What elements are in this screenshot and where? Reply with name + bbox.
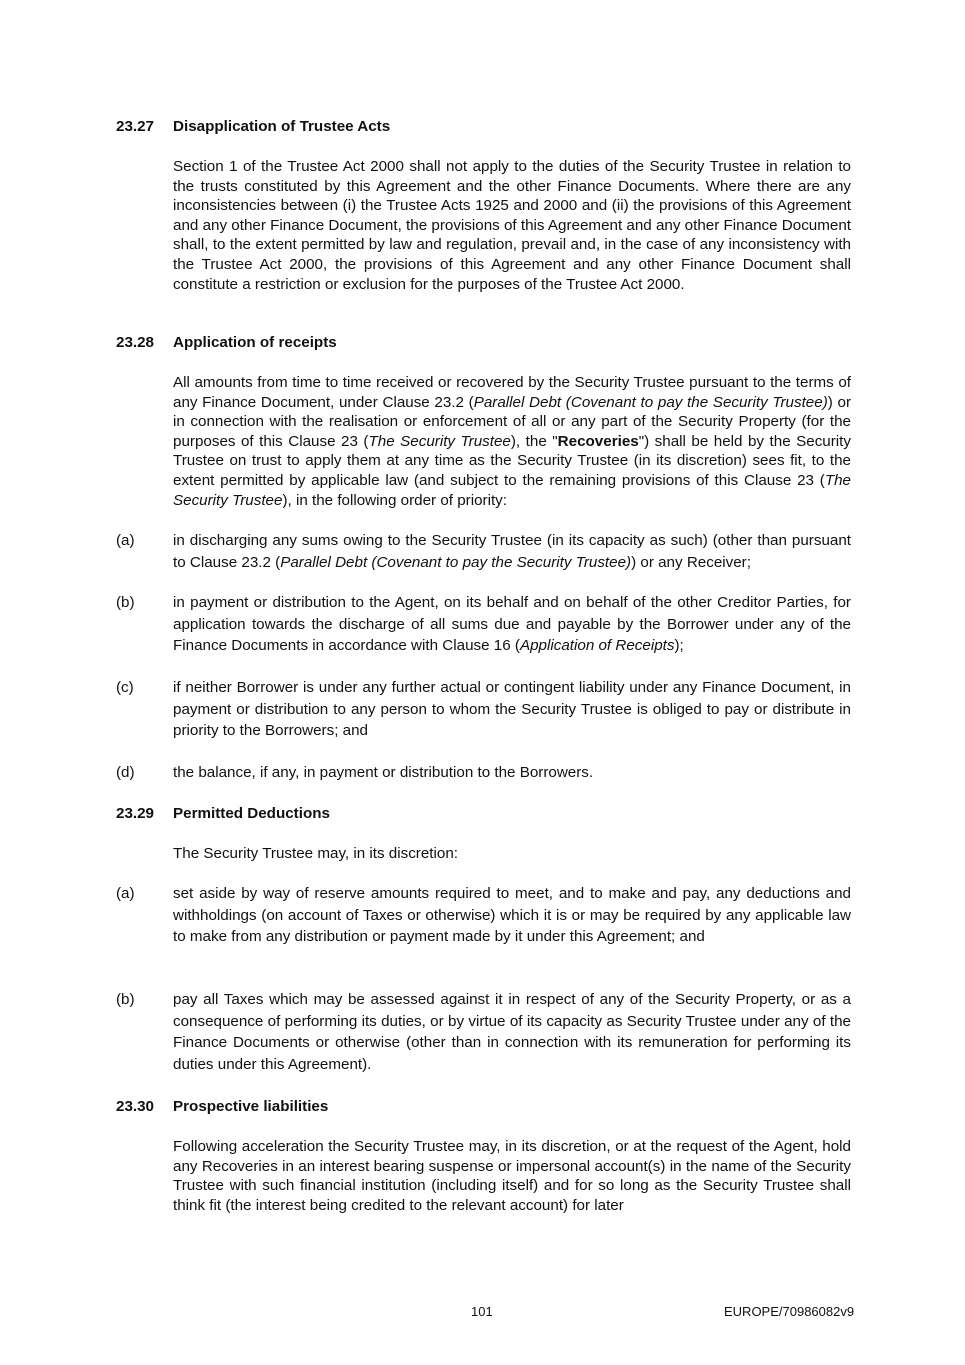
section-heading-23-27 (116, 117, 390, 137)
list-item-label: (b) (116, 594, 135, 611)
section-title: Prospective liabilities (173, 1098, 329, 1115)
list-item-text: if neither Borrower is under any further actual or contingent liability under any Finance Document, in payment or distribution to any person to whom the Security Trustee is obliged to pay or distribute in priority to the Borrowers; and (173, 679, 851, 740)
section-body-23-28: All amounts from time to time received or recovered by the Security Trustee pursuant to the terms of any Finance Document, under Clause 23.2 (Parallel Debt (Covenant to pay the Security Trustee)) or in connection with the realisation or enforcement of all or any part of the Security Property (for the purposes of this Clause 23 (The Security Trustee), the "Recoveries") shall be held by the Security Trustee on trust to apply them at any time as the Security Trustee (in its discretion) sees fit, to the extent permitted by applicable law (and subject to the remaining provisions of this Clause 23 (The Security Trustee), in the following order of priority: (173, 374, 851, 509)
section-number: 23.30 (116, 1098, 155, 1115)
section-intro-23-29: The Security Trustee may, in its discretion: (173, 845, 459, 862)
section-title: Application of receipts (173, 334, 337, 351)
section-body-23-30: Following acceleration the Security Trustee may, in its discretion, or at the request of the Agent, hold any Recoveries in an interest bearing suspense or impersonal account(s) in the name of the Security Trustee with such financial institution (including itself) and for so long as the Security Trustee shall think fit (the interest being credited to the relevant account) for later (173, 1138, 851, 1214)
section-heading-23-29 (116, 804, 330, 824)
document-reference: EUROPE/70986082v9 (724, 1304, 855, 1319)
list-item-label: (d) (116, 764, 135, 781)
page-number: 101 (471, 1304, 493, 1319)
defined-term: Recoveries (557, 432, 639, 450)
list-item-text: in payment or distribution to the Agent, on its behalf and on behalf of the other Creditor Parties, for application towards the discharge of all sums due and payable by the Borrower under any of the Finance Documents in accordance with Clause 16 (Application of Receipts); (173, 594, 851, 655)
section-body-23-27: Section 1 of the Trustee Act 2000 shall not apply to the duties of the Security Trustee in relation to the trusts constituted by this Agreement and the other Finance Documents. Where there are any inconsistencies between (i) the Trustee Acts 1925 and 2000 and (ii) the provisions of this Agreement and any other Finance Document, the provisions of this Agreement and any other Finance Document shall, to the extent permitted by law and regulation, prevail and, in the case of any inconsistency with the Trustee Act 2000, the provisions of this Agreement and any other Finance Document shall constitute a restriction or exclusion for the purposes of the Trustee Act 2000. (173, 158, 851, 293)
list-item-text: the balance, if any, in payment or distribution to the Borrowers. (173, 764, 594, 781)
list-item-label: (a) (116, 885, 135, 902)
section-number: 23.28 (116, 334, 155, 351)
list-item-label: (c) (116, 679, 134, 696)
section-title: Disapplication of Trustee Acts (173, 118, 391, 135)
list-item-text: pay all Taxes which may be assessed against it in respect of any of the Security Property, or as a consequence of performing its duties, or by virtue of its capacity as Security Trustee under any of the Finance Documents or otherwise (other than in connection with its remuneration for performing its duties under this Agreement). (173, 991, 851, 1073)
section-number: 23.27 (116, 118, 155, 135)
section-title: Permitted Deductions (173, 805, 330, 822)
list-item-text: in discharging any sums owing to the Security Trustee (in its capacity as such) (other than pursuant to Clause 23.2 (Parallel Debt (Covenant to pay the Security Trustee)) or any Receiver; (173, 532, 851, 571)
section-heading-23-28 (116, 333, 337, 353)
list-item-label: (a) (116, 532, 135, 549)
list-item-text: set aside by way of reserve amounts required to meet, and to make and pay, any deductions and withholdings (on account of Taxes or otherwise) which it is or may be required by any applicable law to make from any distribution or payment made by it under this Agreement; and (173, 885, 851, 946)
section-number: 23.29 (116, 805, 155, 822)
list-item-label: (b) (116, 991, 135, 1008)
section-heading-23-30 (116, 1097, 328, 1117)
